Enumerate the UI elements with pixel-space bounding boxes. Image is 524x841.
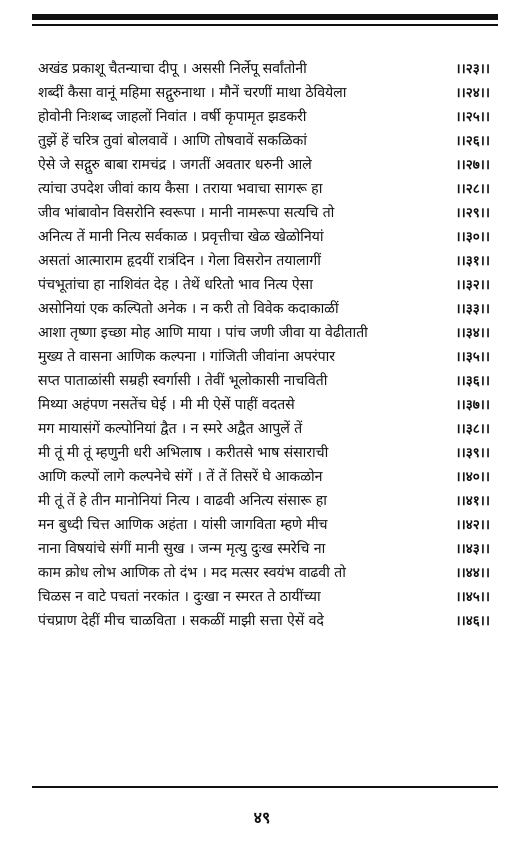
verse-line (38, 560, 490, 584)
verse-number: ।।४०।। (455, 469, 490, 485)
verse-number: ।।३७।। (455, 397, 490, 413)
verse-number: ।।२९।। (455, 205, 490, 221)
verse-line (38, 392, 490, 416)
verse-line (38, 272, 490, 296)
verse-text: पंचप्राण देहीं मीच चाळविता । सकळीं माझी सत्ता ऐसें वदे (38, 612, 324, 629)
verse-number: ।।३९।। (455, 445, 490, 461)
verse-line (38, 56, 490, 80)
verse-number: ।।३५।। (455, 349, 490, 365)
verse-text: ऐसे जे सद्गुरु बाबा रामचंद्र । जगतीं अवतार धरुनी आले (38, 156, 312, 173)
verse-line (38, 104, 490, 128)
verse-text: आशा तृष्णा इच्छा मोह आणि माया । पांच जणी जीवा या वेढीताती (38, 324, 368, 341)
verse-text: मन बुध्दी चित्त आणिक अहंता । यांसी जागविता म्हणे मीच (38, 516, 328, 533)
verse-text: तुझें हें चरित्र तुवां बोलवावें । आणि तोषवावें सकळिकां (38, 132, 307, 149)
verse-line (38, 248, 490, 272)
verse-text: सप्त पाताळांसी सम्रही स्वर्गासी । तेवीं भूलोकासी नाचविती (38, 372, 328, 389)
bottom-border-rule (32, 786, 498, 788)
verse-number: ।।३१।। (455, 253, 490, 269)
verse-line (38, 200, 490, 224)
verse-text: होवोनी निःशब्द जाहलों निवांत । वर्षी कृपामृत झडकरी (38, 108, 307, 125)
verse-number: ।।२८।। (455, 181, 490, 197)
verse-text: शब्दीं कैसा वानूं महिमा सद्गुरुनाथा । मौनें चरणीं माथा ठेवियेला (38, 84, 347, 101)
verse-line (38, 296, 490, 320)
verse-number: ।।४१।। (455, 493, 490, 509)
verse-text: त्यांचा उपदेश जीवां काय कैसा । तराया भवाचा सागरू हा (38, 180, 323, 197)
verse-line (38, 344, 490, 368)
verse-text: नाना विषयांचे संगीं मानी सुख । जन्म मृत्यु दुःख स्मरेचि ना (38, 540, 326, 557)
verse-line (38, 368, 490, 392)
verse-number: ।।२५।। (455, 109, 490, 125)
verse-text: अखंड प्रकाशू चैतन्याचा दीपू । अससी निर्लेपू सर्वांतोनी (38, 60, 307, 77)
verse-line (38, 488, 490, 512)
verse-number: ।।३२।। (455, 277, 490, 293)
verse-number: ।।२४।। (455, 85, 490, 101)
verse-number: ।।३८।। (455, 421, 490, 437)
verse-number: ।।४६।। (455, 613, 490, 629)
top-border-thin-rule (32, 24, 498, 26)
verse-text: मी तूं तें हे तीन मानोनियां नित्य । वाढवी अनित्य संसारू हा (38, 492, 327, 509)
verse-list (38, 56, 490, 632)
verse-number: ।।२७।। (455, 157, 490, 173)
verse-number: ।।४२।। (455, 517, 490, 533)
verse-number: ।।२६।। (455, 133, 490, 149)
verse-number: ।।३४।। (455, 325, 490, 341)
verse-line (38, 464, 490, 488)
verse-number: ।।२३।। (455, 61, 490, 77)
verse-text: असोनियां एक कल्पितो अनेक । न करी तो विवेक कदाकाळीं (38, 300, 339, 317)
verse-text: मुख्य ते वासना आणिक कल्पना । गांजिती जीवांना अपरंपार (38, 348, 335, 365)
verse-text: अनित्य तें मानी नित्य सर्वकाळ । प्रवृत्तीचा खेळ खेळोनियां (38, 228, 324, 245)
verse-text: मिथ्या अहंपण नसतेंच घेई । मी मी ऐसें पाहीं वदतसे (38, 396, 295, 413)
verse-line (38, 512, 490, 536)
verse-line (38, 440, 490, 464)
top-border-thick-rule (32, 14, 498, 20)
page-number: ४९ (253, 808, 271, 827)
verse-line (38, 608, 490, 632)
verse-line (38, 80, 490, 104)
verse-number: ।।३६।। (455, 373, 490, 389)
verse-line (38, 128, 490, 152)
verse-number: ।।४४।। (455, 565, 490, 581)
verse-number: ।।३०।। (455, 229, 490, 245)
verse-line (38, 584, 490, 608)
verse-number: ।।४३।। (455, 541, 490, 557)
verse-number: ।।३३।। (455, 301, 490, 317)
verse-number: ।।४५।। (455, 589, 490, 605)
verse-line (38, 152, 490, 176)
verse-line (38, 536, 490, 560)
verse-line (38, 176, 490, 200)
verse-text: आणि कल्पों लागे कल्पनेचे संगें । तें तें तिसरें घे आकळोन (38, 468, 323, 485)
verse-text: जीव भांबावोन विसरोनि स्वरूपा । मानी नामरूपा सत्यचि तो (38, 204, 335, 221)
verse-text: चिळस न वाटे पचतां नरकांत । दुःखा न स्मरत ते ठायींच्या (38, 588, 321, 605)
verse-line (38, 416, 490, 440)
verse-line (38, 224, 490, 248)
verse-text: मी तूं मी तूं म्हणुनी धरी अभिलाष । करीतसे भाष संसाराची (38, 444, 329, 461)
verse-text: पंचभूतांचा हा नाशिवंत देह । तेथें धरितो भाव नित्य ऐसा (38, 276, 313, 293)
verse-text: मग मायासंगें कल्पोनियां द्वैत । न स्मरे अद्वैत आपुलें तें (38, 420, 303, 437)
verse-text: असतां आत्माराम हृदयीं रात्रंदिन । गेला विसरोन तयालागीं (38, 252, 321, 269)
verse-line (38, 320, 490, 344)
verse-text: काम क्रोध लोभ आणिक तो दंभ । मद मत्सर स्वयंभ वाढवी तो (38, 564, 346, 581)
